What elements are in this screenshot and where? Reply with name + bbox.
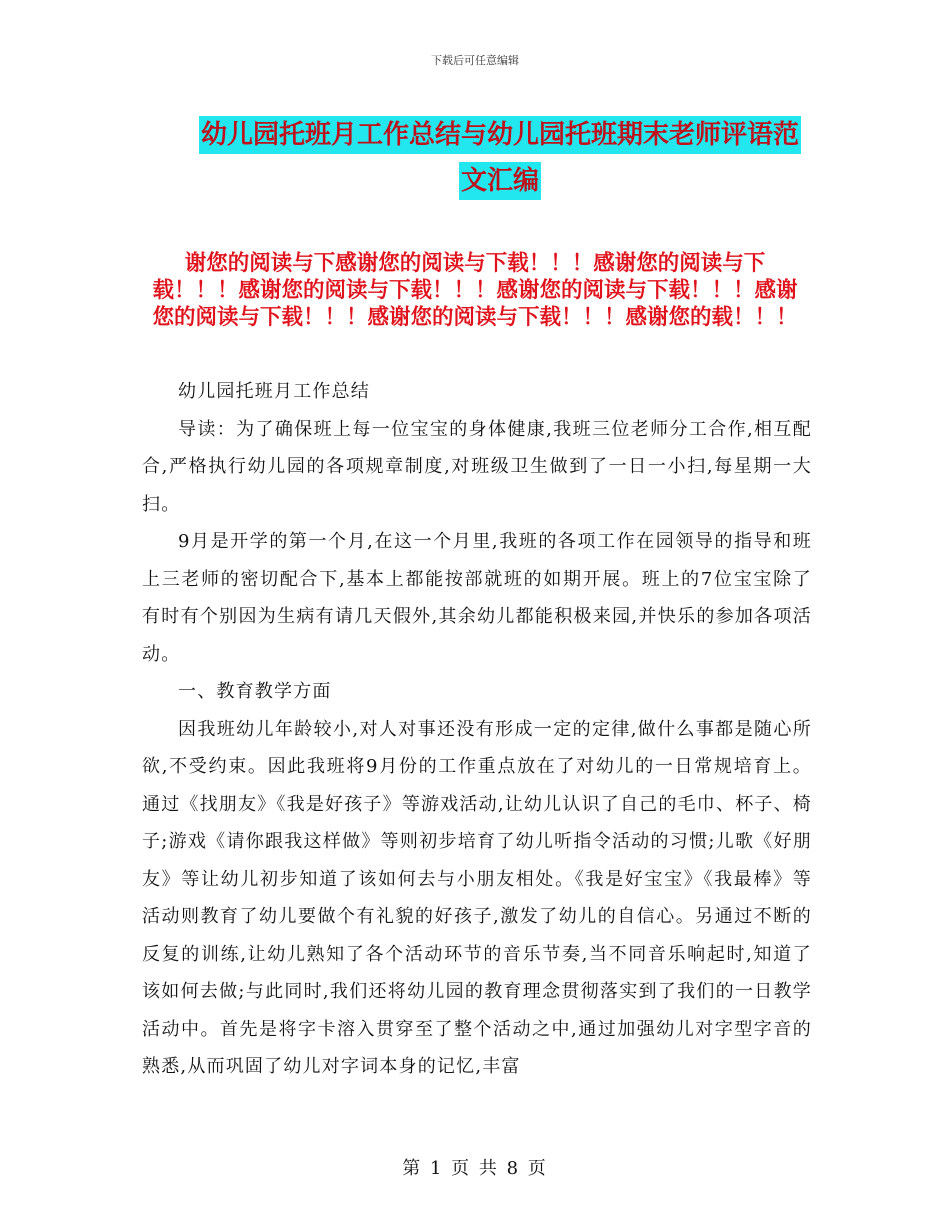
paragraph: 导读：为了确保班上每一位宝宝的身体健康,我班三位老师分工合作,相互配合,严格执行幼儿园的各项规章制度,对班级卫生做到了一日一小扫,每星期一大扫。	[142, 418, 812, 515]
title-line-2: 文汇编	[459, 162, 541, 200]
page-footer: 第 1 页 共 8 页	[402, 1158, 548, 1179]
section-heading: 幼儿园托班月工作总结	[178, 381, 370, 402]
document-body	[142, 373, 812, 1086]
paragraph: 因我班幼儿年龄较小,对人对事还没有形成一定的定律,做什么事都是随心所欲,不受约束。因此我班将9月份的工作重点放在了对幼儿的一日常规培育上。通过《找朋友》《我是好孩子》等游戏活动,让幼儿认识了自己的毛巾、杯子、椅子;游戏《请你跟我这样做》等则初步培育了幼儿听指令活动的习惯;儿歌《好朋友》等让幼儿初步知道了该如何去与小朋友相处。《我是好宝宝》《我最棒》等活动则教育了幼儿要做个有礼貌的好孩子,激发了幼儿的自信心。另通过不断的反复的训练,让幼儿熟知了各个活动环节的音乐节奏,当不同音乐响起时,知道了该如何去做;与此同时,我们还将幼儿园的教育理念贯彻落实到了我们的一日教学活动中。首先是将字卡溶入贯穿至了整个活动之中,通过加强幼儿对字型字音的熟悉,从而巩固了幼儿对字词本身的记忆,丰富	[142, 718, 812, 1077]
title-line-1: 幼儿园托班月工作总结与幼儿园托班期末老师评语范	[199, 116, 801, 154]
header-note: 下载后可任意编辑	[431, 54, 519, 67]
paragraph: 9月是开学的第一个月,在这一个月里,我班的各项工作在园领导的指导和班上三老师的密切配合下,基本上都能按部就班的如期开展。班上的7位宝宝除了有时有个别因为生病有请几天假外,其余幼儿都能积极来园,并快乐的参加各项活动。	[142, 531, 812, 665]
thanks-banner: 谢您的阅读与下感谢您的阅读与下载！！！感谢您的阅读与下载！！！感谢您的阅读与下载！！！感谢您的阅读与下载！！！感谢您的阅读与下载！！！感谢您的阅读与下载！！！感谢您的载！！！	[152, 251, 798, 330]
document-title	[190, 112, 810, 204]
section-heading: 一、教育教学方面	[178, 681, 332, 702]
